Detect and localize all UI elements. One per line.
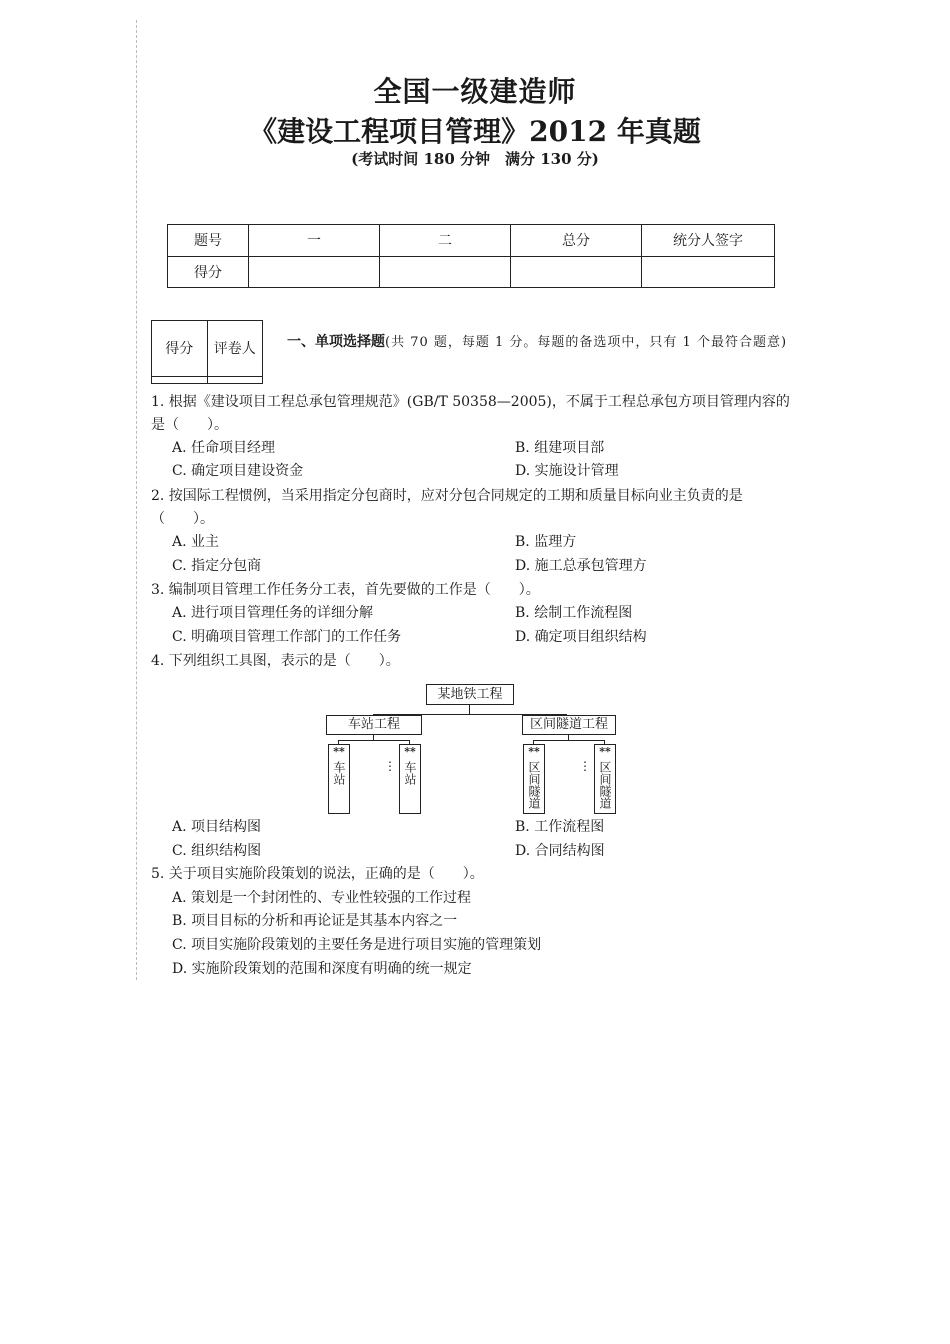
option-b[interactable]: B. 组建项目部: [515, 440, 605, 456]
question-stem: 5. 关于项目实施阶段策划的说法，正确的是（ ）。: [151, 866, 484, 882]
diagram-root-node: 某地铁工程: [426, 684, 514, 705]
grader-name-label: 评卷人: [207, 321, 263, 377]
diagram-branch-node-station: 车站工程: [326, 715, 422, 735]
option-d[interactable]: D. 合同结构图: [515, 843, 605, 859]
option-b[interactable]: B. 监理方: [515, 534, 577, 550]
diagram-leaf-station: [399, 744, 421, 814]
score-cell: 题号: [168, 225, 249, 257]
score-cell: 总分: [511, 225, 642, 257]
score-entry-cell[interactable]: [380, 256, 511, 288]
leaf-label: 车站: [332, 761, 346, 785]
leaf-label: 车站: [403, 761, 417, 785]
score-cell: 得分: [168, 256, 249, 288]
grader-score-entry[interactable]: [152, 376, 208, 383]
score-table: [167, 224, 775, 288]
option-a[interactable]: A. 项目结构图: [172, 819, 262, 835]
option-c[interactable]: C. 指定分包商: [172, 558, 262, 574]
score-cell: 二: [380, 225, 511, 257]
score-table-score-row: [168, 256, 775, 288]
diagram-leaf-tunnel: [594, 744, 616, 814]
score-cell: 统分人签字: [642, 225, 775, 257]
leaf-marker: **: [404, 745, 416, 758]
score-entry-cell[interactable]: [249, 256, 380, 288]
score-cell: 一: [249, 225, 380, 257]
page-title-line1: 全国一级建造师: [373, 75, 577, 108]
leaf-label: 区间隧道: [598, 761, 612, 809]
leaf-marker: **: [528, 745, 540, 758]
option-b[interactable]: B. 项目目标的分析和再论证是其基本内容之一: [172, 913, 458, 929]
score-entry-cell[interactable]: [511, 256, 642, 288]
diagram-leaf-station: [328, 744, 350, 814]
option-d[interactable]: D. 实施阶段策划的范围和深度有明确的统一规定: [172, 961, 472, 977]
leaf-marker: **: [599, 745, 611, 758]
option-c[interactable]: C. 项目实施阶段策划的主要任务是进行项目实施的管理策划: [172, 937, 542, 953]
page-title-line2: 《建设工程项目管理》2012 年真题: [249, 115, 701, 148]
grader-score-label: 得分: [152, 321, 208, 377]
option-b[interactable]: B. 绘制工作流程图: [515, 605, 633, 621]
leaf-label: 区间隧道: [527, 761, 541, 809]
option-c[interactable]: C. 组织结构图: [172, 843, 262, 859]
grader-box: [151, 320, 263, 384]
section-instructions: (共 70 题，每题 1 分。每题的备选项中，只有 1 个最符合题意): [385, 335, 788, 350]
section-title: 一、单项选择题: [287, 334, 385, 350]
leaf-marker: **: [333, 745, 345, 758]
question-stem: 3. 编制项目管理工作任务分工表，首先要做的工作是（ ）。: [151, 582, 540, 598]
option-a[interactable]: A. 策划是一个封闭性的、专业性较强的工作过程: [172, 890, 472, 906]
org-tool-diagram: [320, 684, 620, 819]
diagram-leaf-tunnel: [523, 744, 545, 814]
question-stem: 2. 按国际工程惯例，当采用指定分包商时，应对分包合同规定的工期和质量目标向业主负责的是（ ）。: [151, 488, 743, 527]
score-table-header-row: [168, 225, 775, 257]
option-c[interactable]: C. 明确项目管理工作部门的工作任务: [172, 629, 402, 645]
question-stem: 1. 根据《建设项目工程总承包管理规范》(GB/T 50358—2005)，不属于工程总承包方项目管理内容的是（ ）。: [151, 394, 790, 433]
connector: [533, 740, 604, 741]
option-b[interactable]: B. 工作流程图: [515, 819, 605, 835]
section-heading: [287, 331, 797, 354]
question-stem: 4. 下列组织工具图，表示的是（ ）。: [151, 653, 400, 669]
option-a[interactable]: A. 进行项目管理任务的详细分解: [172, 605, 374, 621]
ellipsis: ⋮: [579, 759, 591, 773]
grader-name-entry[interactable]: [207, 376, 263, 383]
score-entry-cell[interactable]: [642, 256, 775, 288]
exam-info: (考试时间 180 分钟 满分 130 分): [351, 150, 599, 168]
option-d[interactable]: D. 实施设计管理: [515, 463, 619, 479]
connector: [469, 704, 470, 714]
option-d[interactable]: D. 确定项目组织结构: [515, 629, 647, 645]
option-c[interactable]: C. 确定项目建设资金: [172, 463, 304, 479]
option-a[interactable]: A. 业主: [172, 534, 220, 550]
ellipsis: ⋮: [384, 759, 396, 773]
diagram-branch-node-tunnel: 区间隧道工程: [522, 715, 616, 735]
option-d[interactable]: D. 施工总承包管理方: [515, 558, 647, 574]
option-a[interactable]: A. 任命项目经理: [172, 440, 276, 456]
connector: [338, 740, 409, 741]
